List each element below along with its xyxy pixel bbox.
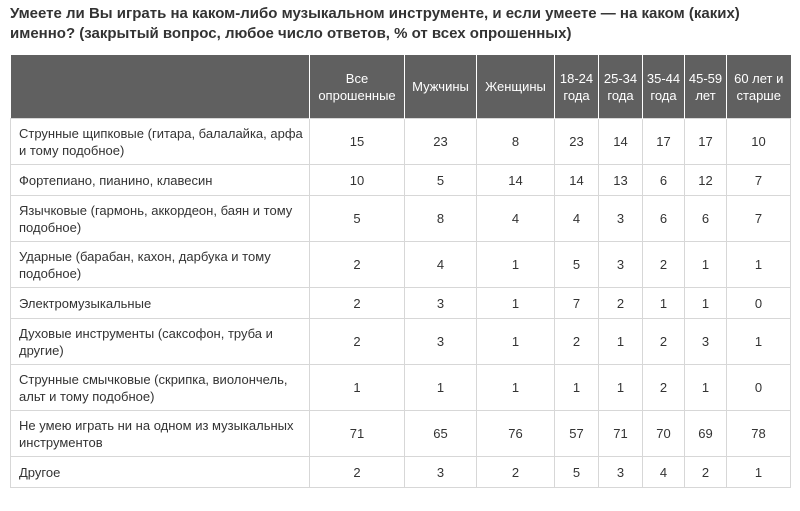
table-cell: 76: [477, 411, 555, 457]
table-cell: 1: [727, 319, 791, 365]
header-cell-women: Женщины: [477, 55, 555, 119]
table-cell: 3: [405, 319, 477, 365]
table-cell: 70: [643, 411, 685, 457]
table-cell: 2: [643, 365, 685, 411]
row-label: Ударные (барабан, кахон, дарбука и тому подобное): [11, 242, 310, 288]
table-row: [11, 288, 791, 319]
table-cell: 5: [555, 242, 599, 288]
table-row: [11, 457, 791, 488]
table-cell: 71: [310, 411, 405, 457]
table-cell: 3: [405, 457, 477, 488]
table-row: [11, 319, 791, 365]
header-cell-all: Все опрошенные: [310, 55, 405, 119]
table-cell: 3: [685, 319, 727, 365]
table-cell: 3: [599, 196, 643, 242]
table-cell: 5: [405, 165, 477, 196]
table-cell: 57: [555, 411, 599, 457]
table-cell: 23: [555, 119, 599, 165]
table-cell: 1: [405, 365, 477, 411]
table-cell: 10: [727, 119, 791, 165]
table-cell: 1: [310, 365, 405, 411]
table-cell: 8: [405, 196, 477, 242]
table-row: [11, 165, 791, 196]
table-cell: 3: [405, 288, 477, 319]
row-label: Фортепиано, пианино, клавесин: [11, 165, 310, 196]
table-cell: 6: [643, 165, 685, 196]
table-row: [11, 365, 791, 411]
table-row: [11, 242, 791, 288]
table-cell: 4: [405, 242, 477, 288]
table-row: [11, 196, 791, 242]
table-cell: 13: [599, 165, 643, 196]
table-cell: 0: [727, 365, 791, 411]
table-cell: 2: [685, 457, 727, 488]
row-label: Электромузыкальные: [11, 288, 310, 319]
table-cell: 1: [599, 319, 643, 365]
table-cell: 12: [685, 165, 727, 196]
table-cell: 6: [685, 196, 727, 242]
table-cell: 1: [727, 242, 791, 288]
header-cell-age-18-24: 18-24 года: [555, 55, 599, 119]
table-cell: 3: [599, 242, 643, 288]
table-cell: 2: [643, 319, 685, 365]
table-cell: 2: [310, 457, 405, 488]
table-cell: 3: [599, 457, 643, 488]
table-header-row: [11, 55, 791, 119]
header-cell-age-25-34: 25-34 года: [599, 55, 643, 119]
row-label: Другое: [11, 457, 310, 488]
row-label: Струнные щипковые (гитара, балалайка, арфа и тому подобное): [11, 119, 310, 165]
header-cell-age-60-plus: 60 лет и старше: [727, 55, 791, 119]
table-cell: 7: [555, 288, 599, 319]
table-cell: 2: [310, 288, 405, 319]
table-cell: 10: [310, 165, 405, 196]
row-label: Язычковые (гармонь, аккордеон, баян и тому подобное): [11, 196, 310, 242]
table-cell: 1: [477, 365, 555, 411]
table-cell: 2: [643, 242, 685, 288]
page-title: Умеете ли Вы играть на каком-либо музыкальном инструменте, и если умеете — на каком (каких) именно? (закрытый вопрос, любое число ответов, % от всех опрошенных): [10, 5, 740, 42]
table-cell: 2: [555, 319, 599, 365]
table-cell: 14: [477, 165, 555, 196]
survey-table: [10, 55, 791, 488]
table-cell: 23: [405, 119, 477, 165]
table-cell: 4: [477, 196, 555, 242]
header-cell-age-45-59: 45-59 лет: [685, 55, 727, 119]
table-cell: 5: [555, 457, 599, 488]
row-label: Духовые инструменты (саксофон, труба и другие): [11, 319, 310, 365]
table-cell: 5: [310, 196, 405, 242]
table-cell: 17: [643, 119, 685, 165]
row-label: Струнные смычковые (скрипка, виолончель, альт и тому подобное): [11, 365, 310, 411]
table-cell: 2: [477, 457, 555, 488]
table-cell: 1: [685, 242, 727, 288]
table-cell: 2: [599, 288, 643, 319]
table-cell: 69: [685, 411, 727, 457]
header-cell-blank: [11, 55, 310, 119]
table-cell: 7: [727, 196, 791, 242]
table-row: [11, 119, 791, 165]
table-cell: 65: [405, 411, 477, 457]
table-cell: 1: [477, 242, 555, 288]
table-cell: 2: [310, 319, 405, 365]
table-cell: 4: [555, 196, 599, 242]
table-cell: 1: [727, 457, 791, 488]
table-cell: 4: [643, 457, 685, 488]
row-label: Не умею играть ни на одном из музыкальных инструментов: [11, 411, 310, 457]
table-cell: 2: [310, 242, 405, 288]
table-cell: 15: [310, 119, 405, 165]
table-cell: 1: [599, 365, 643, 411]
table-cell: 1: [555, 365, 599, 411]
table-cell: 8: [477, 119, 555, 165]
table-cell: 1: [477, 319, 555, 365]
table-cell: 0: [727, 288, 791, 319]
table-row: [11, 411, 791, 457]
table-cell: 1: [643, 288, 685, 319]
header-cell-men: Мужчины: [405, 55, 477, 119]
table-cell: 17: [685, 119, 727, 165]
header-cell-age-35-44: 35-44 года: [643, 55, 685, 119]
table-cell: 1: [685, 365, 727, 411]
table-cell: 7: [727, 165, 791, 196]
table-cell: 1: [477, 288, 555, 319]
table-cell: 78: [727, 411, 791, 457]
table-cell: 71: [599, 411, 643, 457]
table-cell: 1: [685, 288, 727, 319]
table-cell: 14: [599, 119, 643, 165]
table-cell: 14: [555, 165, 599, 196]
table-cell: 6: [643, 196, 685, 242]
